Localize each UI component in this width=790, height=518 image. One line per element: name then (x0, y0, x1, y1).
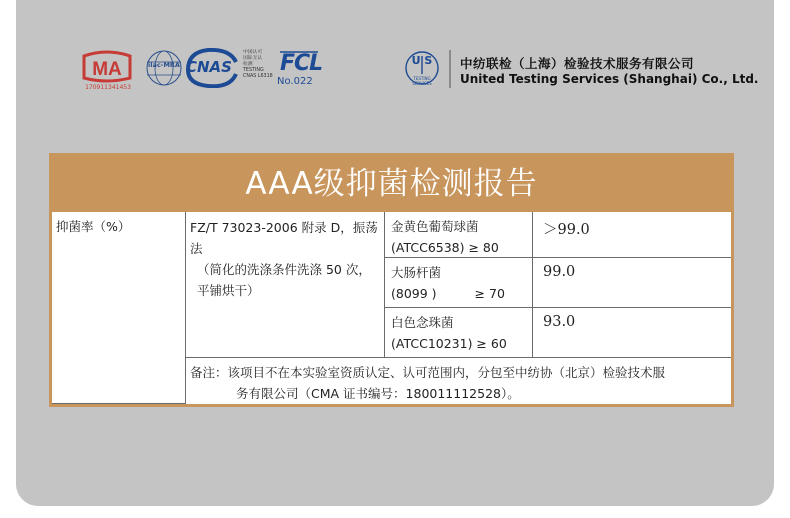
organism-name: 白色念珠菌 (391, 315, 454, 330)
report-card (16, 0, 774, 506)
uts-logo-subtext: TESTING SERVICES (412, 76, 432, 86)
company-name-en: United Testing Services (Shanghai) Co., Ltd. (460, 72, 759, 86)
rate-label: 抑菌率（%） (56, 219, 131, 234)
result-value-cell (533, 258, 731, 308)
method-line-2: （简化的洗涤条件洗涤 50 次，平铺烘干） (197, 262, 371, 298)
method-line-1: FZ/T 73023-2006 附录 D，振荡法 (190, 220, 378, 256)
organism-name: 大肠杆菌 (391, 265, 442, 280)
result-value: 99.0 (543, 264, 576, 280)
report-panel (49, 153, 734, 407)
report-title: AAA级抑菌检测报告 (245, 166, 538, 202)
cma-logo (78, 50, 136, 90)
organism-strain: (8099 ) (391, 286, 437, 301)
uts-logo (404, 50, 440, 86)
organism-cell (385, 308, 533, 358)
cnas-text: CNAS (186, 58, 232, 76)
organism-requirement: (ATCC10231) ≥ 60 (391, 336, 507, 351)
organism-name: 金黄色葡萄球菌 (391, 219, 479, 234)
fcl-number: No.022 (277, 76, 313, 87)
cnas-side-text: 中国认可 国际互认 检测 TESTING CNAS L6318 (243, 50, 273, 79)
note-line-1: 备注：该项目不在本实验室资质认定、认可范围内，分包至中纺协（北京）检验技术服 (190, 365, 666, 380)
result-value: 93.0 (543, 314, 576, 330)
fcl-text: FCL (280, 51, 323, 76)
organism-requirement: ≥ 70 (474, 286, 505, 301)
method-cell (186, 212, 385, 358)
result-value-cell (533, 308, 731, 358)
ilac-mra-logo (144, 48, 184, 88)
cma-number: 170911341453 (85, 84, 131, 91)
ilac-mra-text: ilac-MRA (148, 61, 180, 69)
organism-cell (385, 212, 533, 258)
uts-logo-letters: U S (411, 54, 433, 67)
organism-requirement: (ATCC6538) ≥ 80 (391, 240, 499, 255)
result-table (52, 212, 731, 404)
fcl-logo (274, 48, 322, 92)
result-value-cell (533, 212, 731, 258)
cma-logo-text: MA (92, 59, 122, 80)
organism-cell (385, 258, 533, 308)
note-line-2: 务有限公司（CMA 证书编号：180011112528）。 (236, 386, 520, 401)
header-divider (449, 50, 451, 88)
note-cell (186, 358, 731, 404)
company-name-cn: 中纺联检（上海）检验技术服务有限公司 (460, 56, 695, 71)
result-value: ＞99.0 (543, 222, 590, 238)
rate-label-cell (52, 212, 186, 404)
